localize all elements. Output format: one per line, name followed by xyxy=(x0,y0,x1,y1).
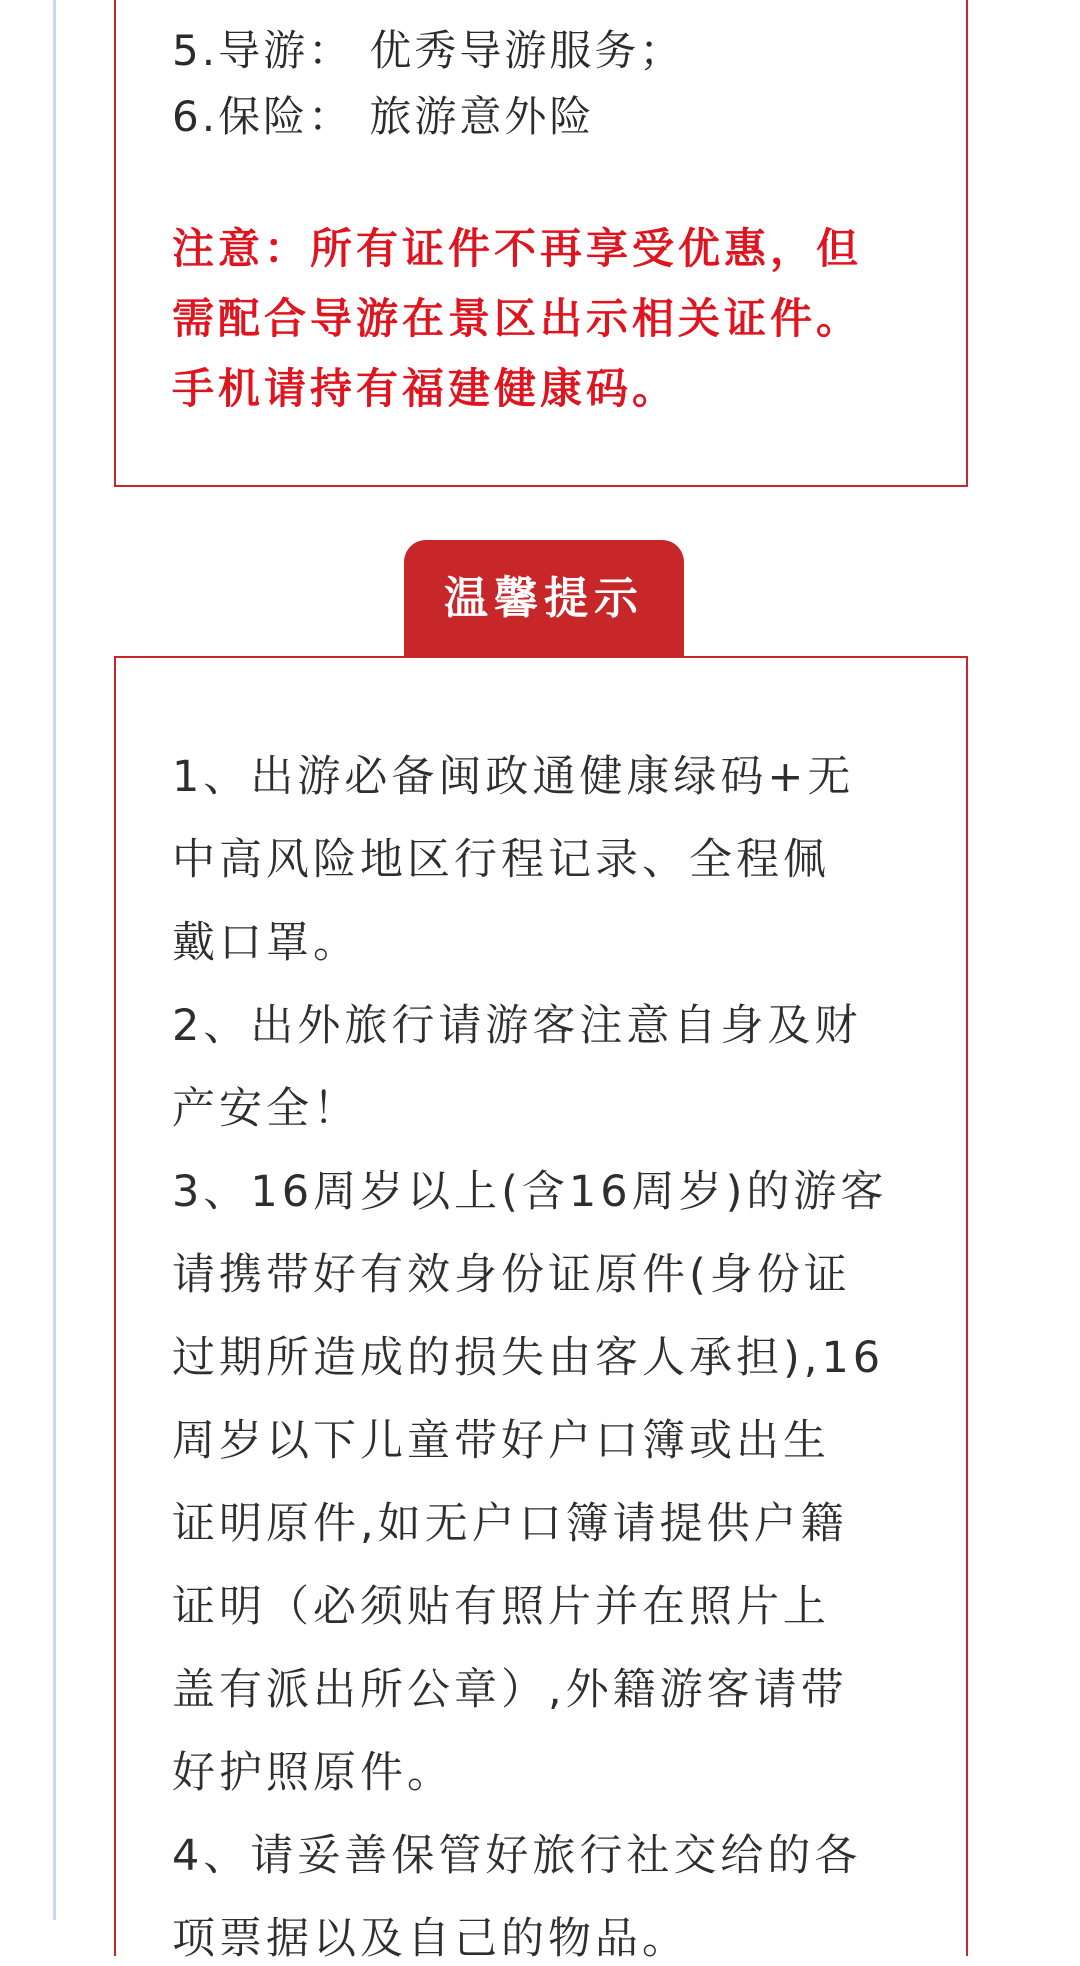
notice-line-3: 手机请持有福建健康码。 xyxy=(172,364,679,413)
tip-line: 好护照原件。 xyxy=(172,1748,454,1798)
tip-line: 产安全！ xyxy=(172,1084,360,1134)
notice-line-2: 需配合导游在景区出示相关证件。 xyxy=(172,294,863,343)
tip-line: 1、出游必备闽政通健康绿码+无 xyxy=(172,752,855,802)
tip-line: 盖有派出所公章）,外籍游客请带 xyxy=(172,1665,848,1715)
tip-line: 过期所造成的损失由客人承担),16 xyxy=(172,1333,885,1383)
service-guide: 5.导游： 优秀导游服务； xyxy=(172,26,685,75)
tip-line: 请携带好有效身份证原件(身份证 xyxy=(172,1250,851,1300)
tips-section-title: 温馨提示 xyxy=(404,540,684,658)
tip-line: 证明（必须贴有照片并在照片上 xyxy=(172,1582,830,1632)
left-border-line xyxy=(53,0,56,1920)
tip-line: 项票据以及自己的物品。 xyxy=(172,1914,689,1964)
tip-line: 3、16周岁以上(含16周岁)的游客 xyxy=(172,1167,888,1217)
tip-line: 戴口罩。 xyxy=(172,918,360,968)
tip-line: 周岁以下儿童带好户口簿或出生 xyxy=(172,1416,830,1466)
service-insurance: 6.保险： 旅游意外险 xyxy=(172,92,595,141)
tip-line: 2、出外旅行请游客注意自身及财 xyxy=(172,1001,862,1051)
tip-line: 证明原件,如无户口簿请提供户籍 xyxy=(172,1499,848,1549)
tip-line: 4、请妥善保管好旅行社交给的各 xyxy=(172,1831,862,1881)
tip-line: 中高风险地区行程记录、全程佩 xyxy=(172,835,830,885)
notice-line-1: 注意：所有证件不再享受优惠，但 xyxy=(172,224,863,273)
